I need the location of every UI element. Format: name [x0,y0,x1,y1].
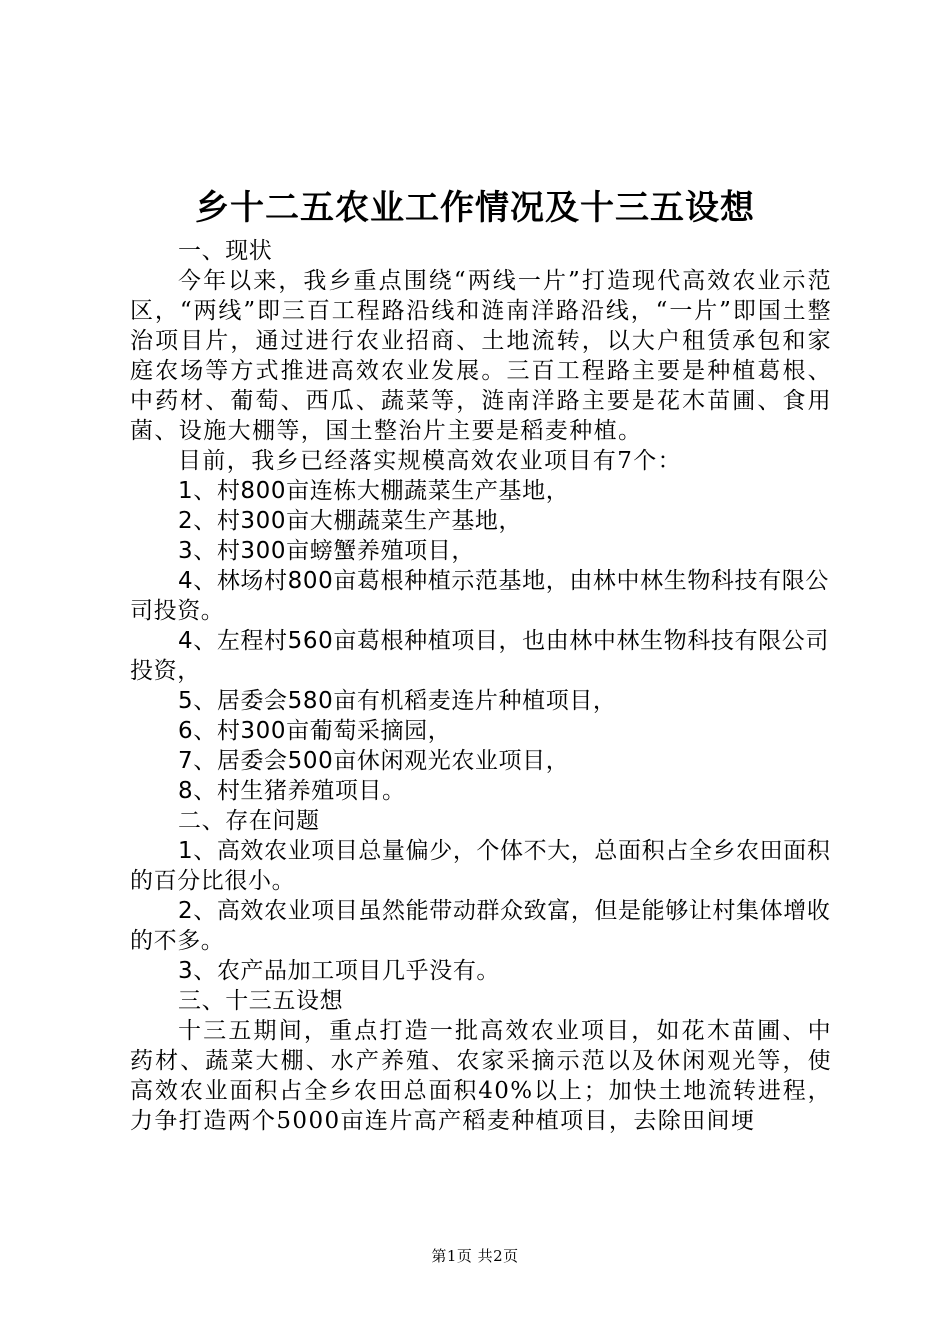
project-item: 8、村生猪养殖项目。 [178,778,406,804]
section-heading-plan: 三、十三五设想 [178,988,344,1014]
project-item: 2、村300亩大棚蔬菜生产基地， [178,508,523,534]
project-item: 6、村300亩葡萄采摘园， [178,718,452,744]
section-heading-problems: 二、存在问题 [178,808,320,834]
paragraph-plan: 十三五期间，重点打造一批高效农业项目，如花木苗圃、中药材、蔬菜大棚、水产养殖、农家采摘示范以及休闲观光等，使高效农业面积占全乡农田总面积40%以上；加快土地流转进程，力争打造两个5000亩连片高产稻麦种植项目，去除田间埂 [130,1018,832,1134]
problem-item: 3、农产品加工项目几乎没有。 [178,958,501,984]
project-item: 5、居委会580亩有机稻麦连片种植项目， [178,688,617,714]
project-item: 4、左程村560亩葛根种植项目，也由林中林生物科技有限公司投资， [130,628,829,684]
document-body [130,236,832,1136]
problem-item: 1、高效农业项目总量偏少，个体不大，总面积占全乡农田面积的百分比很小。 [130,838,831,894]
project-item: 3、村300亩螃蟹养殖项目， [178,538,475,564]
section-heading-status: 一、现状 [178,238,273,264]
paragraph-projects-intro: 目前，我乡已经落实规模高效农业项目有7个： [178,448,683,474]
project-item: 1、村800亩连栋大棚蔬菜生产基地， [178,478,570,504]
paragraph-overview: 今年以来，我乡重点围绕“两线一片”打造现代高效农业示范区，“两线”即三百工程路沿线和涟南洋路沿线，“一片”即国土整治项目片，通过进行农业招商、土地流转，以大户租赁承包和家庭农场等方式推进高效农业发展。三百工程路主要是种植葛根、中药材、葡萄、西瓜、蔬菜等，涟南洋路主要是花木苗圃、食用菌、设施大棚等，国土整治片主要是稻麦种植。 [130,268,832,444]
project-item: 7、居委会500亩休闲观光农业项目， [178,748,570,774]
project-item: 4、林场村800亩葛根种植示范基地，由林中林生物科技有限公司投资。 [130,568,829,624]
document-title: 乡十二五农业工作情况及十三五设想 [195,188,755,228]
problem-item: 2、高效农业项目虽然能带动群众致富，但是能够让村集体增收的不多。 [130,898,831,954]
page-number: 第1页 共2页 [431,1247,519,1265]
